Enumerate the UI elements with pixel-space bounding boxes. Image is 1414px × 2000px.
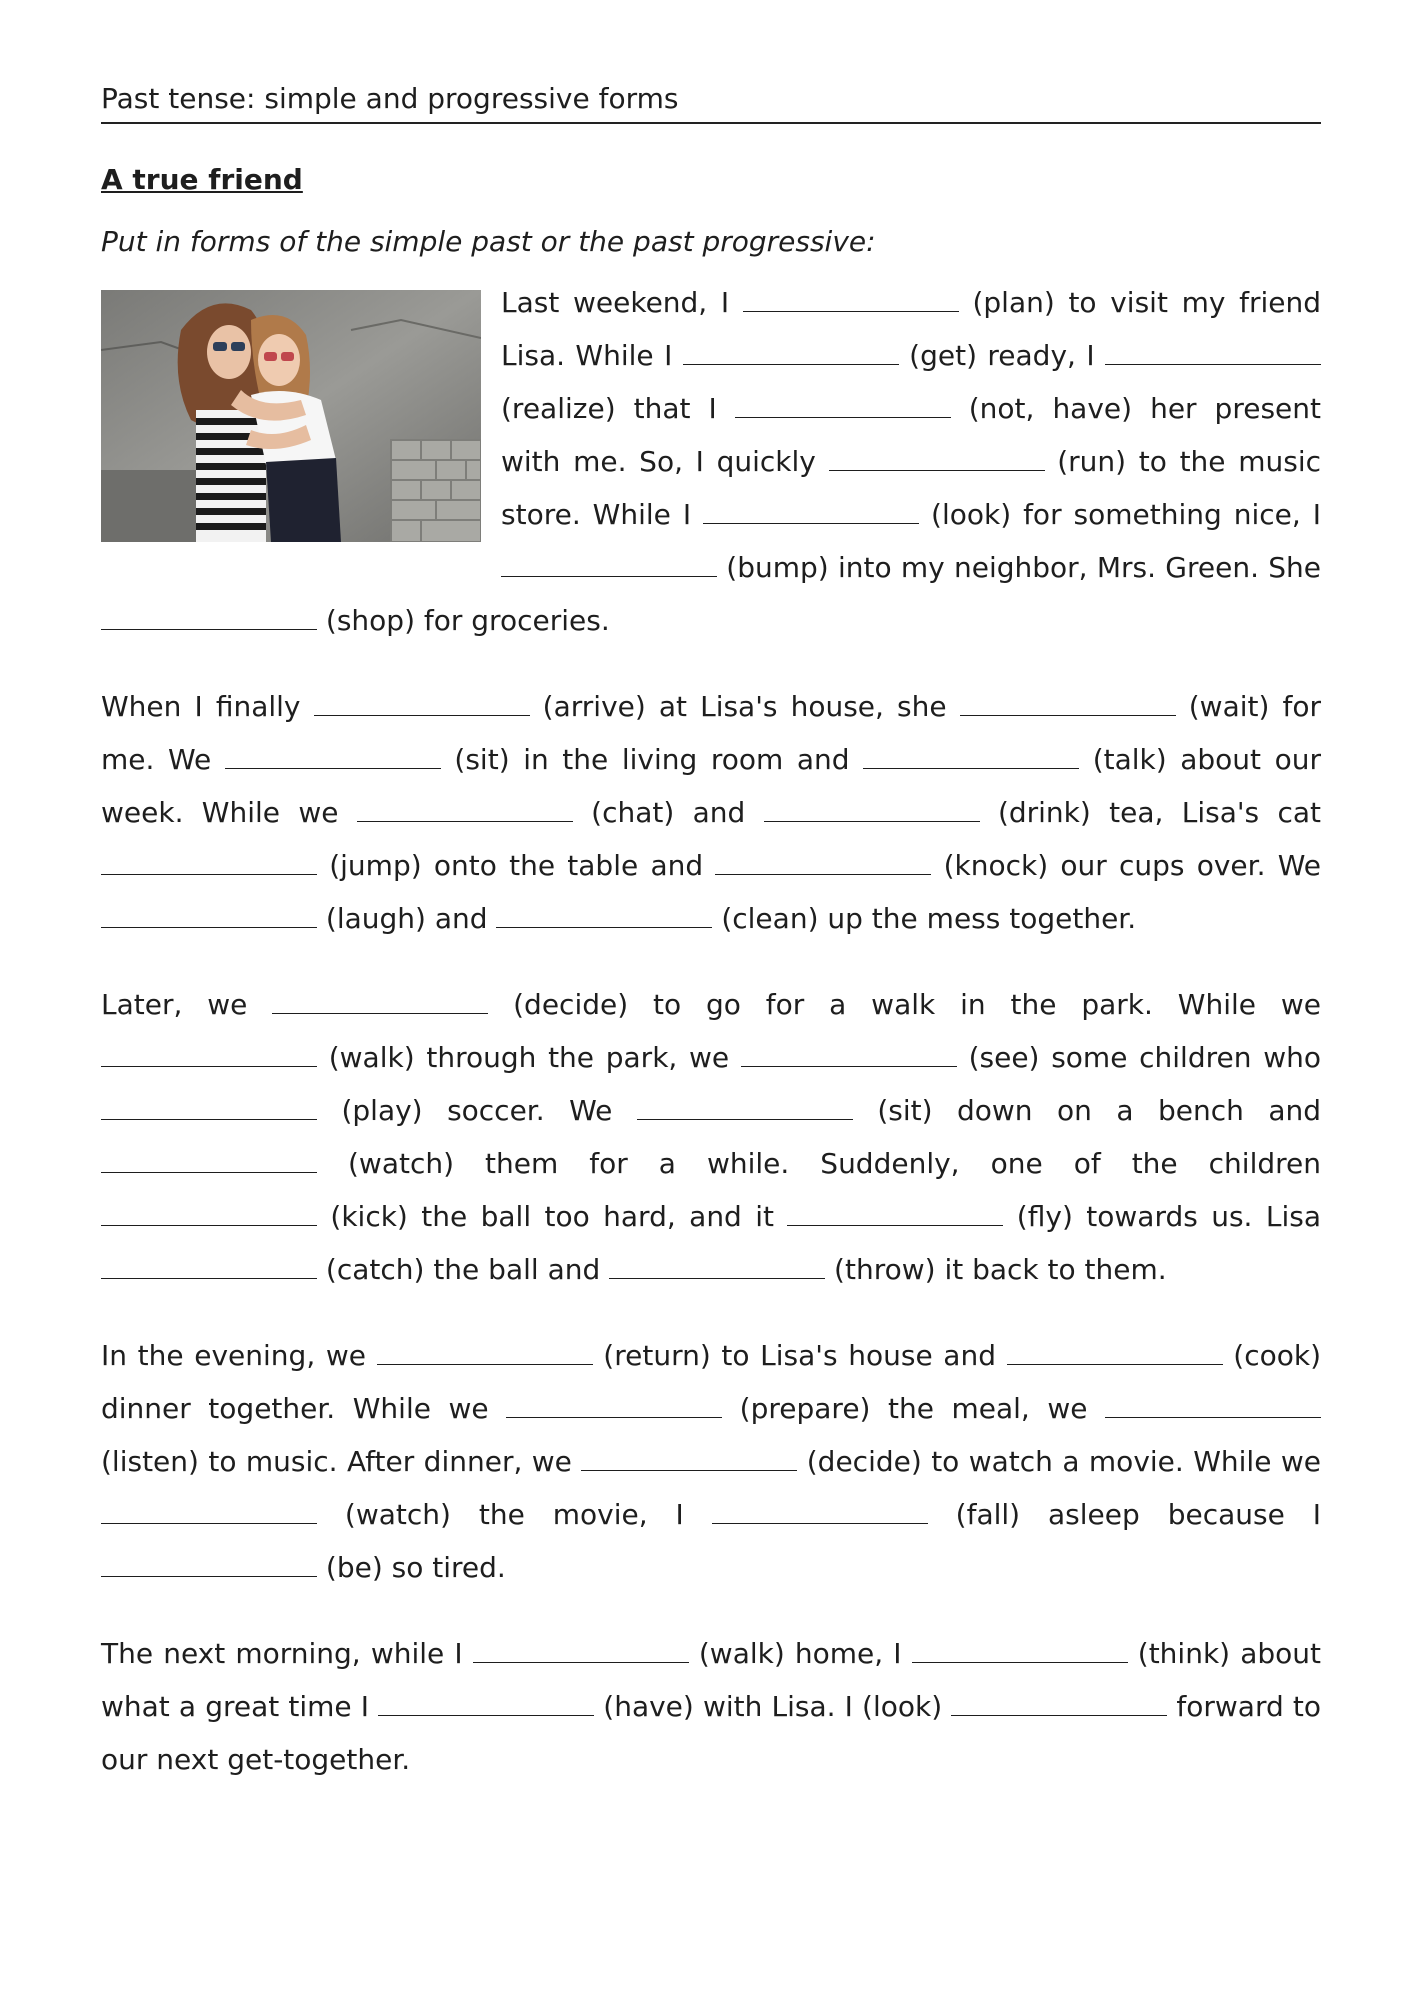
answer-blank[interactable] xyxy=(506,1393,722,1418)
text-segment: The next morning, while I xyxy=(101,1637,473,1670)
answer-blank[interactable] xyxy=(735,393,951,418)
text-segment: (return) to Lisa's house and xyxy=(592,1339,1007,1372)
friends-photo xyxy=(101,290,481,542)
text-segment: (watch) them for a while. Suddenly, one of the children xyxy=(317,1147,1321,1180)
text-segment: (be) so tired. xyxy=(317,1551,506,1584)
text-segment: (walk) home, I xyxy=(688,1637,912,1670)
answer-blank[interactable] xyxy=(609,1254,825,1279)
text-segment: (sit) down on a bench and xyxy=(852,1094,1322,1127)
answer-blank[interactable] xyxy=(377,1340,593,1365)
text-segment: (fly) towards us. Lisa xyxy=(1003,1200,1321,1233)
answer-blank[interactable] xyxy=(101,1042,317,1067)
worksheet-title: A true friend xyxy=(101,163,303,196)
text-segment: (laugh) and xyxy=(317,902,497,935)
answer-blank[interactable] xyxy=(912,1638,1128,1663)
text-segment: (talk) about our week. While we xyxy=(101,743,1322,829)
answer-blank[interactable] xyxy=(1105,340,1321,365)
text-segment: (sit) in the living room and xyxy=(440,743,864,776)
text-segment: (realize) that I xyxy=(501,392,735,425)
text-segment: (get) ready, I xyxy=(898,339,1106,372)
answer-blank[interactable] xyxy=(101,605,317,630)
text-segment: (listen) to music. After dinner, we xyxy=(101,1445,582,1478)
answer-blank[interactable] xyxy=(703,499,919,524)
answer-blank[interactable] xyxy=(357,797,573,822)
answer-blank[interactable] xyxy=(715,850,931,875)
text-segment: (drink) tea, Lisa's cat xyxy=(979,796,1322,829)
answer-blank[interactable] xyxy=(314,691,530,716)
answer-blank[interactable] xyxy=(272,989,488,1014)
exercise-text xyxy=(101,276,1321,1786)
answer-blank[interactable] xyxy=(101,1201,317,1226)
answer-blank[interactable] xyxy=(637,1095,853,1120)
text-segment: (kick) the ball too hard, and it xyxy=(317,1200,788,1233)
text-segment: (have) with Lisa. I (look) xyxy=(594,1690,952,1723)
text-segment: (watch) the movie, I xyxy=(317,1498,712,1531)
answer-blank[interactable] xyxy=(712,1499,928,1524)
answer-blank[interactable] xyxy=(863,744,1079,769)
text-segment: (see) some children who xyxy=(956,1041,1321,1074)
answer-blank[interactable] xyxy=(101,1552,317,1577)
answer-blank[interactable] xyxy=(764,797,980,822)
text-segment: (walk) through the park, we xyxy=(317,1041,741,1074)
answer-blank[interactable] xyxy=(101,1148,317,1173)
page-header: Past tense: simple and progressive forms xyxy=(101,80,1321,124)
answer-blank[interactable] xyxy=(787,1201,1003,1226)
text-segment: (catch) the ball and xyxy=(317,1253,610,1286)
answer-blank[interactable] xyxy=(741,1042,957,1067)
answer-blank[interactable] xyxy=(743,287,959,312)
answer-blank[interactable] xyxy=(581,1446,797,1471)
text-segment: (knock) our cups over. We xyxy=(931,849,1322,882)
worksheet-page xyxy=(101,80,1321,1786)
text-segment: (run) to the music store. While I xyxy=(501,445,1321,531)
answer-blank[interactable] xyxy=(1007,1340,1223,1365)
text-segment: (not, have) her present with me. So, I quickly xyxy=(501,392,1321,478)
text-segment: (jump) onto the table and xyxy=(317,849,716,882)
text-segment: (cook) dinner together. While we xyxy=(101,1339,1322,1425)
instruction-text: Put in forms of the simple past or the past progressive: xyxy=(101,225,876,258)
text-segment: (play) soccer. We xyxy=(317,1094,637,1127)
text-segment: forward to our next get-together. xyxy=(101,1690,1322,1776)
text-segment: When I finally xyxy=(101,690,314,723)
text-segment: (bump) into my neighbor, Mrs. Green. She xyxy=(717,551,1321,584)
text-segment: (wait) for me. We xyxy=(101,690,1321,776)
answer-blank[interactable] xyxy=(496,903,712,928)
text-segment: (clean) up the mess together. xyxy=(712,902,1137,935)
answer-blank[interactable] xyxy=(378,1691,594,1716)
paragraph-2 xyxy=(101,680,1321,945)
text-segment: In the evening, we xyxy=(101,1339,377,1372)
text-segment: (shop) for groceries. xyxy=(317,604,610,637)
text-segment: Last weekend, I xyxy=(501,286,743,319)
text-segment: (throw) it back to them. xyxy=(825,1253,1167,1286)
answer-blank[interactable] xyxy=(501,552,717,577)
answer-blank[interactable] xyxy=(101,1095,317,1120)
paragraph-4 xyxy=(101,1329,1321,1594)
text-segment: (chat) and xyxy=(572,796,764,829)
answer-blank[interactable] xyxy=(101,1499,317,1524)
text-segment: (decide) to watch a movie. While we xyxy=(797,1445,1321,1478)
answer-blank[interactable] xyxy=(101,850,317,875)
answer-blank[interactable] xyxy=(829,446,1045,471)
text-segment: Later, we xyxy=(101,988,273,1021)
text-segment: (look) for something nice, I xyxy=(919,498,1321,531)
answer-blank[interactable] xyxy=(951,1691,1167,1716)
text-segment: (fall) asleep because I xyxy=(927,1498,1321,1531)
text-segment: (decide) to go for a walk in the park. While we xyxy=(488,988,1321,1021)
answer-blank[interactable] xyxy=(225,744,441,769)
answer-blank[interactable] xyxy=(473,1638,689,1663)
answer-blank[interactable] xyxy=(101,903,317,928)
answer-blank[interactable] xyxy=(683,340,899,365)
text-segment: (plan) to visit my friend Lisa. While I xyxy=(501,286,1322,372)
paragraph-5 xyxy=(101,1627,1321,1786)
paragraph-3 xyxy=(101,978,1321,1296)
text-segment: (think) about what a great time I xyxy=(101,1637,1321,1723)
answer-blank[interactable] xyxy=(101,1254,317,1279)
text-segment: (prepare) the meal, we xyxy=(722,1392,1105,1425)
answer-blank[interactable] xyxy=(1105,1393,1321,1418)
answer-blank[interactable] xyxy=(960,691,1176,716)
text-segment: (arrive) at Lisa's house, she xyxy=(529,690,960,723)
